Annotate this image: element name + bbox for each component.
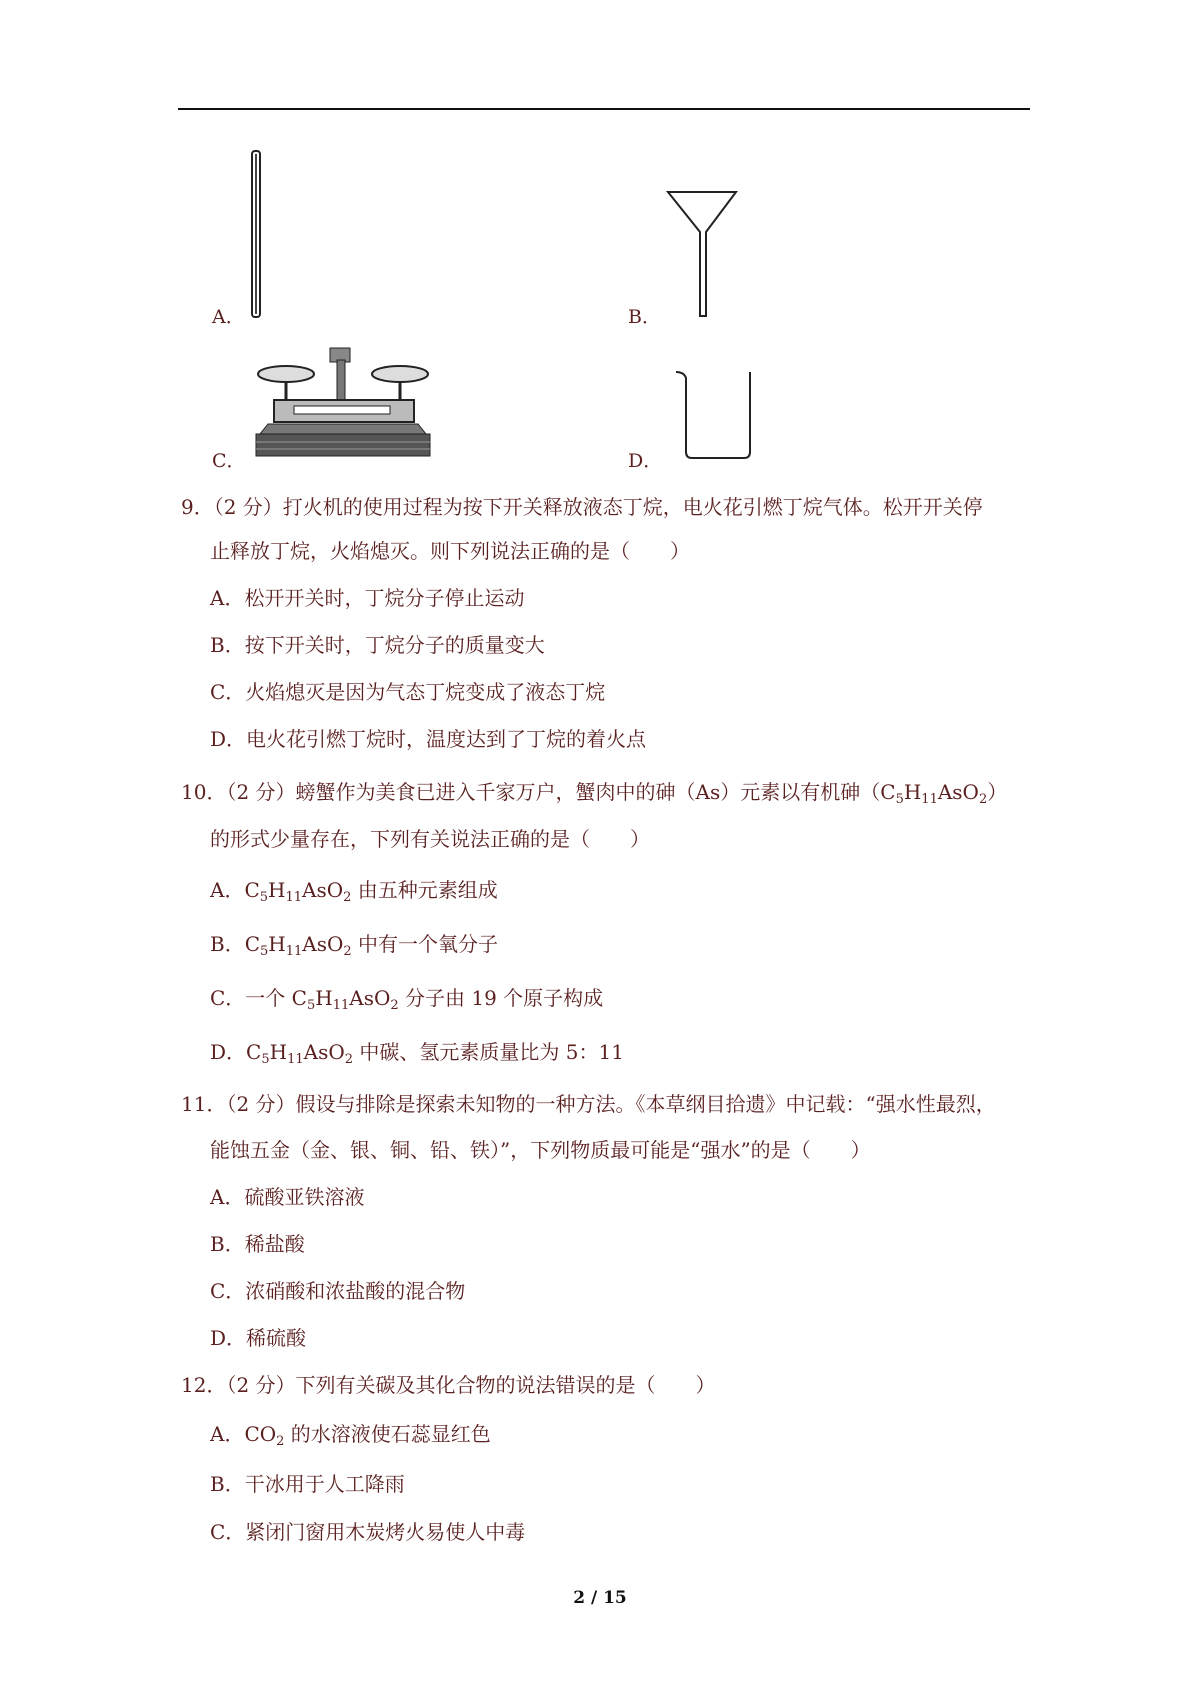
formula-c5h11aso2: $C_5H_{11}AsO_2$ (880, 780, 988, 807)
question-12-option-b: B．干冰用于人工降雨 (210, 1472, 405, 1496)
question-9-option-b: B．按下开关时，丁烷分子的质量变大 (210, 633, 545, 657)
question-9-option-d: D．电火花引燃丁烷时，温度达到了丁烷的着火点 (210, 727, 647, 751)
question-11-option-d: D．稀硫酸 (210, 1326, 307, 1350)
question-10-option-b: B．$C_5H_{11}AsO_2$ 中有一个氧分子 (210, 932, 499, 959)
option-d-label: D． (628, 450, 663, 472)
question-12-option-c: C．紧闭门窗用木炭烤火易使人中毒 (210, 1520, 526, 1544)
formula-c5h11aso2: $C_5H_{11}AsO_2$ (244, 932, 352, 959)
question-11-option-c: C．浓硝酸和浓盐酸的混合物 (210, 1279, 466, 1303)
question-10-line-1-text: 10．（2 分）螃蟹作为美食已进入千家万户，蟹肉中的砷（As）元素以有机砷（ (181, 780, 881, 804)
question-10-line-2: 的形式少量存在，下列有关说法正确的是（ ） (210, 827, 650, 851)
balance-scale-icon (254, 346, 432, 460)
funnel-icon (666, 188, 738, 320)
question-9-option-c: C．火焰熄灭是因为气态丁烷变成了液态丁烷 (210, 680, 606, 704)
question-10-option-a: A．$C_5H_{11}AsO_2$ 由五种元素组成 (210, 878, 498, 905)
glass-rod-icon (250, 150, 262, 318)
question-11-option-a: A．硫酸亚铁溶液 (210, 1185, 365, 1209)
question-11-line-2: 能蚀五金（金、银、铜、铅、铁）”，下列物质最可能是“强水”的是（ ） (210, 1138, 871, 1162)
question-10-option-d: D．$C_5H_{11}AsO_2$ 中碳、氢元素质量比为 5：11 (210, 1040, 624, 1067)
beaker-icon (674, 370, 756, 460)
question-9-line-1: 9．（2 分）打火机的使用过程为按下开关释放液态丁烷，电火花引燃丁烷气体。松开开关停 (181, 495, 983, 519)
option-a-label: A． (212, 306, 245, 328)
formula-c5h11aso2: $C_5H_{11}AsO_2$ (244, 878, 352, 905)
question-9-line-2: 止释放丁烷，火焰熄灭。则下列说法正确的是（ ） (210, 539, 690, 563)
question-11-option-b: B．稀盐酸 (210, 1232, 305, 1256)
question-12-option-a: A．$CO_2$ 的水溶液使石蕊显红色 (210, 1422, 491, 1449)
question-10-option-c: C．一个 $C_5H_{11}AsO_2$ 分子由 19 个原子构成 (210, 986, 604, 1013)
option-c-label: C． (212, 450, 246, 472)
header-rule (178, 108, 1030, 110)
question-9-option-a: A．松开开关时，丁烷分子停止运动 (210, 586, 525, 610)
page-number: 2 / 15 (573, 1588, 627, 1608)
formula-c5h11aso2: $C_5H_{11}AsO_2$ (246, 1040, 354, 1067)
question-11-line-1: 11．（2 分）假设与排除是探索未知物的一种方法。《本草纲目拾遗》中记载：“强水性最烈， (181, 1092, 996, 1116)
question-10-line-1: 10．（2 分）螃蟹作为美食已进入千家万户，蟹肉中的砷（As）元素以有机砷$(C_5H_{11}AsO_2)$ (181, 780, 1008, 807)
formula-c5h11aso2: $C_5H_{11}AsO_2$ (291, 986, 399, 1013)
question-12-line-1: 12．（2 分）下列有关碳及其化合物的说法错误的是（ ） (181, 1373, 716, 1397)
option-b-label: B． (628, 306, 661, 328)
